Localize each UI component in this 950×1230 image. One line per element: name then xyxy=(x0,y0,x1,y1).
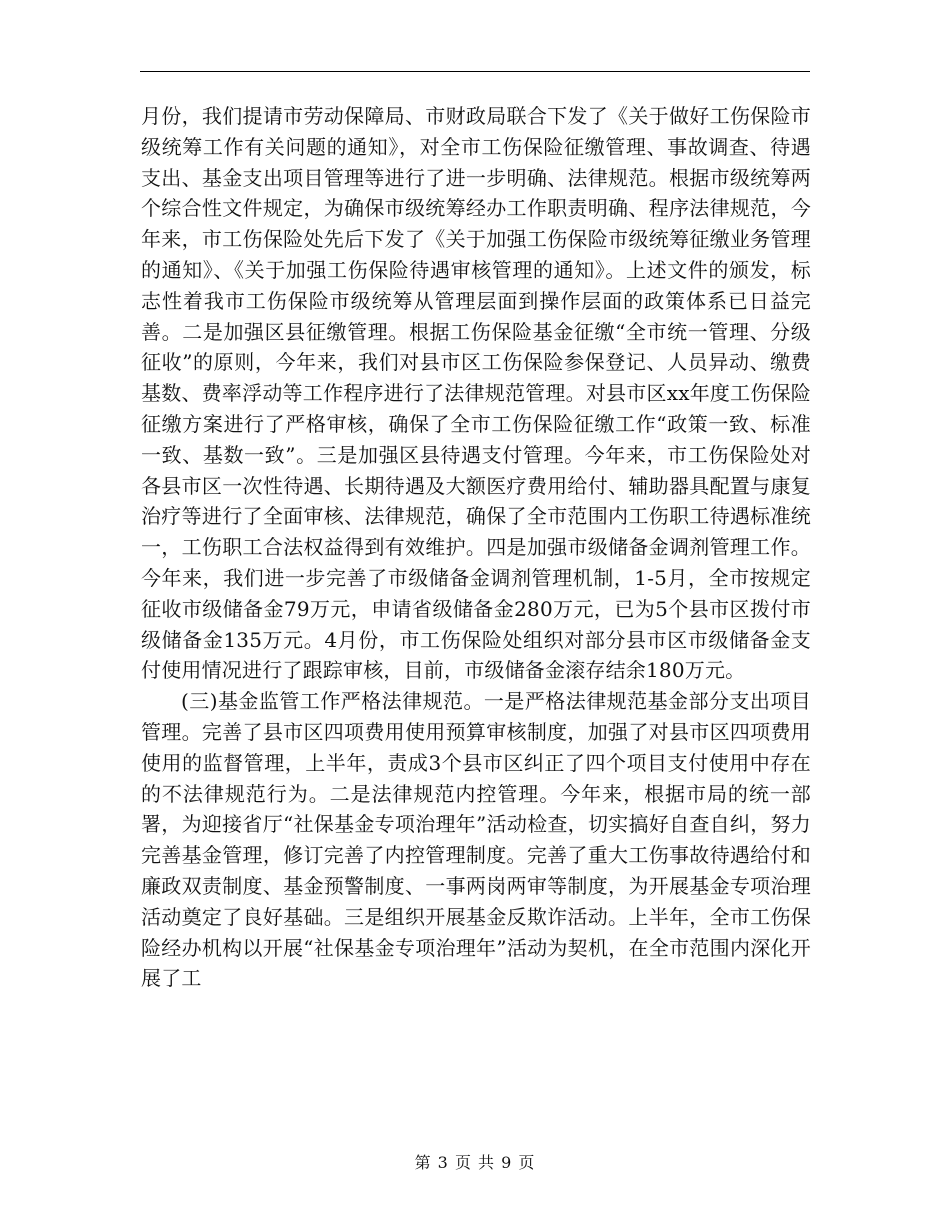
page-footer xyxy=(0,1153,950,1173)
paragraph-continued: 月份，我们提请市劳动保障局、市财政局联合下发了《关于做好工伤保险市级统筹工作有关问题的通知》，对全市工伤保险征缴管理、事故调查、待遇支出、基金支出项目管理等进行了进一步明确、法律规范。根据市级统筹两个综合性文件规定，为确保市级统筹经办工作职责明确、程序法律规范，今年来，市工伤保险处先后下发了《关于加强工伤保险市级统筹征缴业务管理的通知》、《关于加强工伤保险待遇审核管理的通知》。上述文件的颁发，标志性着我市工伤保险市级统筹从管理层面到操作层面的政策体系已日益完善。二是加强区县征缴管理。根据工伤保险基金征缴“全市统一管理、分级征收”的原则，今年来，我们对县市区工伤保险参保登记、人员异动、缴费基数、费率浮动等工作程序进行了法律规范管理。对县市区xx年度工伤保险征缴方案进行了严格审核，确保了全市工伤保险征缴工作“政策一致、标准一致、基数一致”。三是加强区县待遇支付管理。今年来，市工伤保险处对各县市区一次性待遇、长期待遇及大额医疗费用给付、辅助器具配置与康复治疗等进行了全面审核、法律规范，确保了全市范围内工伤职工待遇标准统一，工伤职工合法权益得到有效维护。四是加强市级储备金调剂管理工作。今年来，我们进一步完善了市级储备金调剂管理机制，1-5月，全市按规定征收市级储备金79万元，申请省级储备金280万元，已为5个县市区拨付市级储备金135万元。4月份，市工伤保险处组织对部分县市区市级储备金支付使用情况进行了跟踪审核，目前，市级储备金滚存结余180万元。 xyxy=(141,104,811,683)
header-rule xyxy=(140,71,810,72)
document-body xyxy=(141,101,811,994)
page-number-label: 第 3 页 共 9 页 xyxy=(414,1153,536,1172)
paragraph-fund-supervision: (三)基金监管工作严格法律规范。一是严格法律规范基金部分支出项目管理。完善了县市区四项费用使用预算审核制度，加强了对县市区四项费用使用的监督管理，上半年，责成3个县市区纠正了四个项目支付使用中存在的不法律规范行为。二是法律规范内控管理。今年来，根据市局的统一部署，为迎接省厅“社保基金专项治理年”活动检查，切实搞好自查自纠，努力完善基金管理，修订完善了内控管理制度。完善了重大工伤事故待遇给付和廉政双责制度、基金预警制度、一事两岗两审等制度，为开展基金专项治理活动奠定了良好基础。三是组织开展基金反欺诈活动。上半年，全市工伤保险经办机构以开展“社保基金专项治理年”活动为契机，在全市范围内深化开展了工 xyxy=(141,689,811,991)
